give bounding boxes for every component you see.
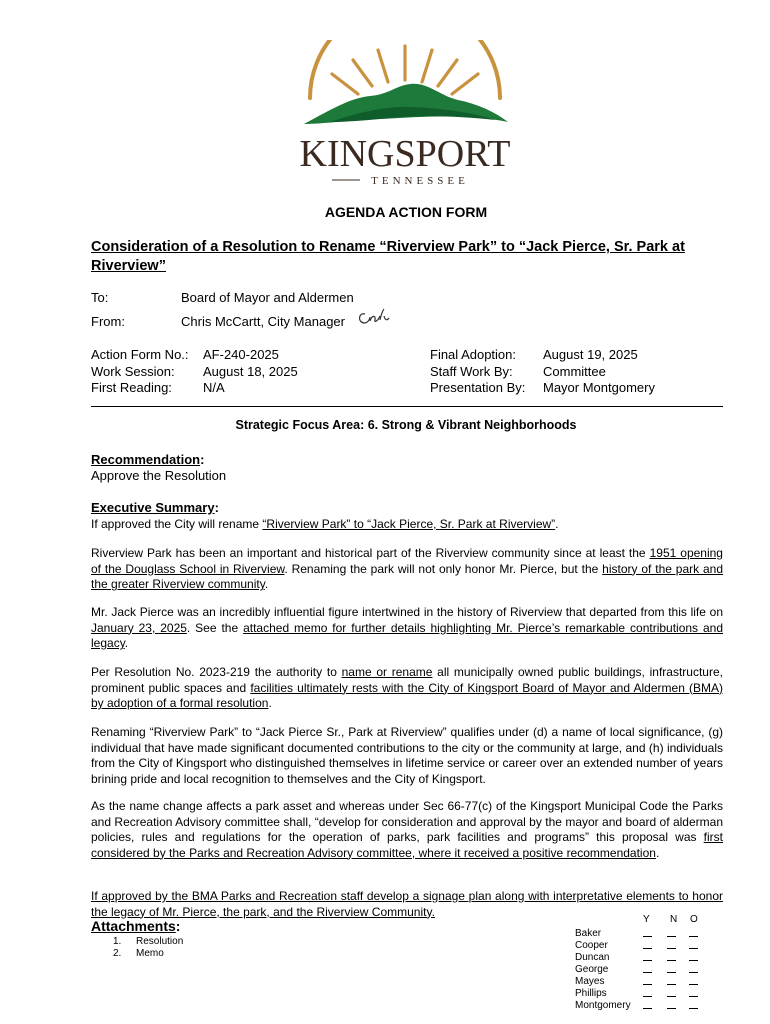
summary-paragraph-7: If approved by the BMA Parks and Recreation staff develop a signage plan along with interpretative elements to honor the legacy of Mr. Pierce, the park, and the Riverview Community.	[91, 889, 723, 919]
summary-paragraph-1	[91, 517, 723, 533]
attachment-label: Memo	[136, 948, 164, 959]
attachments-heading-line: Attachments:	[91, 918, 181, 934]
meta-value: N/A	[203, 380, 225, 395]
meta-row-staff-work	[430, 364, 655, 381]
underlined-text: 1951 opening of the Douglass School in Riverview	[91, 546, 723, 576]
vote-member: Cooper	[575, 940, 608, 951]
attachment-number: 1.	[113, 936, 122, 947]
text: . Renaming the park will not only honor Mr. Pierce, but the	[284, 561, 603, 576]
meta-row-work-session	[91, 364, 298, 381]
text: all municipally owned public buildings, infrastructure, prominent public spaces and	[91, 665, 723, 695]
attachment-label: Resolution	[136, 936, 184, 947]
underlined-text: “Riverview Park” to “Jack Pierce, Sr. Park at Riverview”	[262, 517, 556, 531]
summary-heading-line: Executive Summary:	[91, 500, 219, 515]
subject-heading: Consideration of a Resolution to Rename “Riverview Park” to “Jack Pierce, Sr. Park at Riverview”	[91, 239, 685, 274]
vote-member: Duncan	[575, 952, 610, 963]
vote-member-list	[575, 928, 631, 1012]
meta-value: August 18, 2025	[203, 363, 298, 379]
meta-value: Committee	[543, 363, 606, 379]
meta-label: Final Adoption:	[430, 347, 517, 362]
vote-member: Montgomery	[575, 1000, 631, 1011]
attachment-item	[113, 936, 183, 948]
meta-value: Mayor Montgomery	[543, 380, 655, 395]
recommendation-heading-line: Recommendation:	[91, 452, 205, 467]
text: .	[655, 845, 660, 860]
signature-image	[355, 306, 393, 328]
logo-state: TENNESSEE	[371, 175, 469, 187]
summary-paragraph-4	[91, 665, 723, 712]
text: Riverview Park has been an important and historical part of the Riverview community since at least the	[91, 546, 650, 560]
meta-value: AF-240-2025	[203, 347, 279, 362]
to-value: Board of Mayor and Aldermen	[181, 290, 354, 305]
underlined-text: history of the park and the greater Riverview community	[91, 561, 724, 591]
strategic-focus: Strategic Focus Area: 6. Strong & Vibrant Neighborhoods	[235, 418, 577, 432]
text: If approved the City will rename	[91, 517, 263, 531]
meta-row-final-adoption	[430, 347, 655, 364]
meta-label: Work Session:	[91, 363, 175, 379]
underlined-text: January 23, 2025	[91, 620, 187, 635]
attachment-item	[113, 948, 183, 960]
vote-member: Mayes	[575, 976, 605, 987]
meta-label: Action Form No.:	[91, 347, 189, 362]
vote-blanks	[643, 928, 713, 1012]
text: .	[555, 517, 559, 531]
summary-paragraph-6	[91, 799, 723, 861]
vote-member: Phillips	[575, 988, 607, 999]
text: .	[264, 577, 269, 591]
mountains	[304, 84, 508, 124]
underlined-text: facilities ultimately rests with the City of Kingsport Board of Mayor and Aldermen (BMA) by adoption of a formal resolution	[91, 680, 724, 710]
recommendation-heading: Recommendation	[91, 452, 201, 467]
to-label: To:	[91, 290, 109, 305]
divider	[91, 406, 723, 407]
form-title: AGENDA ACTION FORM	[324, 204, 488, 220]
summary-paragraph-2	[91, 546, 723, 593]
underlined-text: first considered by the Parks and Recreation Advisory committee, where it received a positive recommendation	[91, 830, 723, 860]
vote-column-y: Y	[643, 914, 650, 925]
text: .	[268, 696, 272, 710]
summary-paragraph-5: Renaming “Riverview Park” to “Jack Pierce Sr., Park at Riverview” qualifies under (d) a name of local significance, (g) individual that have made significant documented contributions to the city or the community at large, and (h) individuals from the City of Kingsport who distinguished themselves in lifetime service or career over an extended number of years brining pride and local recognition to themselves and the City of Kingsport.	[91, 725, 723, 786]
vote-column-o: O	[690, 914, 698, 925]
vote-column-n: N	[670, 914, 678, 925]
summary-paragraph-3	[91, 605, 723, 652]
meta-value: August 19, 2025	[543, 347, 638, 362]
recommendation-text: Approve the Resolution	[91, 468, 227, 483]
meta-label: Presentation By:	[430, 380, 526, 395]
text: Mr. Jack Pierce was an incredibly influential figure intertwined in the history of Riverview that departed from this life on	[91, 605, 723, 619]
meta-left	[91, 347, 298, 397]
meta-row-presentation	[430, 380, 655, 397]
text: Per Resolution No. 2023-219 the authority to	[91, 665, 342, 679]
meta-label: Staff Work By:	[430, 363, 513, 379]
text: .	[124, 636, 129, 650]
text: . See the	[186, 620, 244, 635]
from-value: Chris McCartt, City Manager	[181, 314, 345, 329]
attachments-heading: Attachments	[91, 918, 176, 934]
meta-row-action-form	[91, 347, 298, 364]
meta-right	[430, 347, 655, 397]
logo-wordmark: KINGSPORT	[299, 133, 511, 175]
vote-member: George	[575, 964, 609, 975]
underlined-text: attached memo for further details highlighting Mr. Pierce’s remarkable contributions and legacy	[91, 620, 723, 650]
vote-member: Baker	[575, 928, 602, 939]
meta-label: First Reading:	[91, 380, 172, 395]
kingsport-logo	[290, 40, 520, 190]
underlined-text: name or rename	[341, 665, 433, 679]
summary-heading: Executive Summary	[91, 500, 215, 515]
meta-row-first-reading	[91, 380, 298, 397]
attachment-number: 2.	[113, 948, 122, 959]
from-label: From:	[91, 314, 125, 329]
attachments-list	[113, 936, 183, 960]
text: As the name change affects a park asset and whereas under Sec 66-77(c) of the Kingsport Municipal Code the Parks and Recreation Advisory committee shall, “develop for consideration and approval by the mayor and board of alderman policies, rules and regulations for the operation of parks, park facilities and programs” this proposal was	[91, 799, 723, 844]
